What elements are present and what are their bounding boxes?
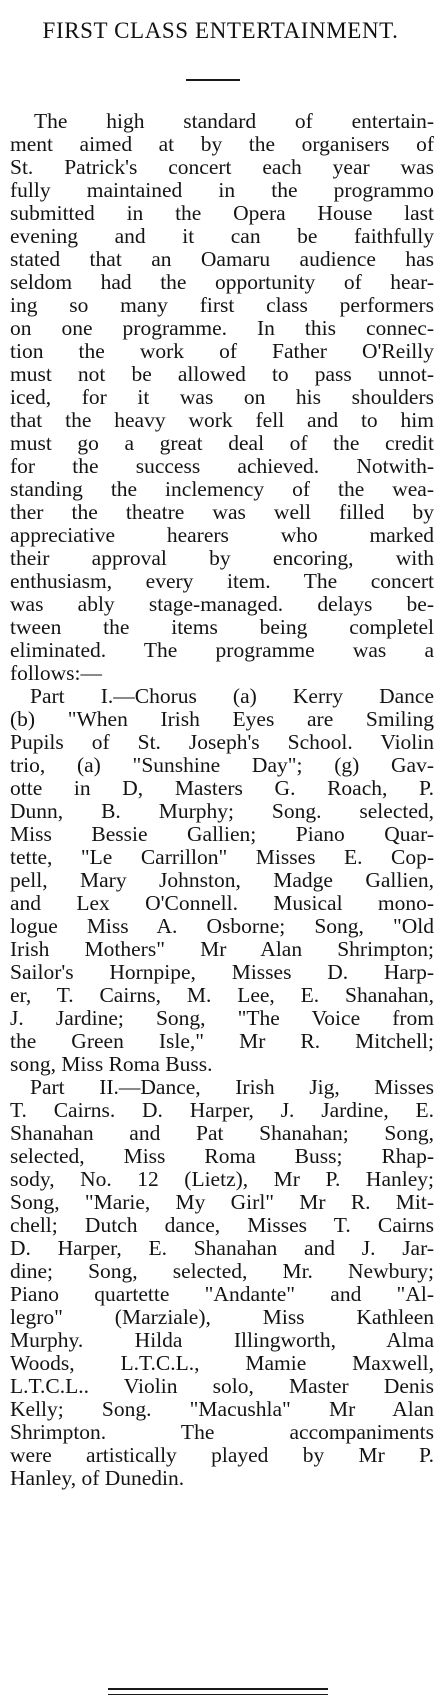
text-line: fully maintained in the programmo (10, 179, 434, 202)
text-line: standing the inclemency of the wea- (10, 478, 434, 501)
text-line: was ably stage-managed. delays be- (10, 593, 434, 616)
text-line: Hanley, of Dunedin. (10, 1467, 185, 1490)
text-line: (b) "When Irish Eyes are Smiling (10, 708, 434, 731)
text-line: Piano quartette "Andante" and "Al- (10, 1283, 434, 1306)
text-line: Shrimpton. The accompaniments (10, 1421, 434, 1444)
text-line: seldom had the opportunity of hear- (10, 271, 434, 294)
text-line: Woods, L.T.C.L., Mamie Maxwell, (10, 1352, 434, 1375)
text-line: that the heavy work fell and to him (10, 409, 434, 432)
text-line: their approval by encoring, with (10, 547, 434, 570)
text-line: appreciative hearers who marked (10, 524, 434, 547)
text-line: tion the work of Father O'Reilly (10, 340, 434, 363)
text-line: follows:— (10, 662, 102, 685)
text-line: and Lex O'Connell. Musical mono- (10, 892, 434, 915)
text-line: were artistically played by Mr P. (10, 1444, 434, 1467)
text-line: St. Patrick's concert each year was (10, 156, 434, 179)
text-line: chell; Dutch dance, Misses T. Cairns (10, 1214, 434, 1237)
headline-rule (186, 79, 240, 81)
text-line: tween the items being completel (10, 616, 434, 639)
text-line: otte in D, Masters G. Roach, P. (10, 777, 434, 800)
text-line: Part I.—Chorus (a) Kerry Dance (30, 685, 434, 708)
article-body (0, 110, 441, 1490)
text-line: The high standard of entertain- (34, 110, 434, 133)
text-line: for the success achieved. Notwith- (10, 455, 434, 478)
text-line: enthusiasm, every item. The concert (10, 570, 434, 593)
text-line: Kelly; Song. "Macushla" Mr Alan (10, 1398, 434, 1421)
text-line: must not be allowed to pass unnot- (10, 363, 434, 386)
text-line: must go a great deal of the credit (10, 432, 434, 455)
text-line: sody, No. 12 (Lietz), Mr P. Hanley; (10, 1168, 434, 1191)
text-line: L.T.C.L.. Violin solo, Master Denis (10, 1375, 434, 1398)
text-line: Part II.—Dance, Irish Jig, Misses (30, 1076, 434, 1099)
headline: FIRST CLASS ENTERTAINMENT. (42, 18, 399, 43)
text-line: the Green Isle," Mr R. Mitchell; (10, 1030, 434, 1053)
text-line: stated that an Oamaru audience has (10, 248, 434, 271)
text-line: tette, "Le Carrillon" Misses E. Cop- (10, 846, 434, 869)
text-line: T. Cairns. D. Harper, J. Jardine, E. (10, 1099, 434, 1122)
text-line: Shanahan and Pat Shanahan; Song, (10, 1122, 434, 1145)
text-line: evening and it can be faithfully (10, 225, 434, 248)
text-line: dine; Song, selected, Mr. Newbury; (10, 1260, 434, 1283)
text-line: eliminated. The programme was a (10, 639, 434, 662)
text-line: Pupils of St. Joseph's School. Violin (10, 731, 434, 754)
text-line: ment aimed at by the organisers of (10, 133, 434, 156)
text-line: submitted in the Opera House last (10, 202, 434, 225)
text-line: Song, "Marie, My Girl" Mr R. Mit- (10, 1191, 434, 1214)
text-line: trio, (a) "Sunshine Day"; (g) Gav- (10, 754, 434, 777)
text-line: Murphy. Hilda Illingworth, Alma (10, 1329, 434, 1352)
text-line: Dunn, B. Murphy; Song. selected, (10, 800, 434, 823)
end-rule-thin (108, 1694, 328, 1695)
text-line: on one programme. In this connec- (10, 317, 434, 340)
text-line: Miss Bessie Gallien; Piano Quar- (10, 823, 434, 846)
text-line: J. Jardine; Song, "The Voice from (10, 1007, 434, 1030)
text-line: song, Miss Roma Buss. (10, 1053, 213, 1076)
paragraph-part-two (0, 1076, 441, 1490)
text-line: er, T. Cairns, M. Lee, E. Shanahan, (10, 984, 434, 1007)
text-line: selected, Miss Roma Buss; Rhap- (10, 1145, 434, 1168)
text-line: D. Harper, E. Shanahan and J. Jar- (10, 1237, 434, 1260)
paragraph-intro (0, 110, 441, 685)
text-line: Irish Mothers" Mr Alan Shrimpton; (10, 938, 434, 961)
text-line: ther the theatre was well filled by (10, 501, 434, 524)
text-line: legro" (Marziale), Miss Kathleen (10, 1306, 434, 1329)
text-line: pell, Mary Johnston, Madge Gallien, (10, 869, 434, 892)
text-line: logue Miss A. Osborne; Song, "Old (10, 915, 434, 938)
paragraph-part-one (0, 685, 441, 1076)
text-line: ing so many first class performers (10, 294, 434, 317)
end-rule-thick (108, 1688, 328, 1690)
text-line: Sailor's Hornpipe, Misses D. Harp- (10, 961, 434, 984)
text-line: iced, for it was on his shoulders (10, 386, 434, 409)
